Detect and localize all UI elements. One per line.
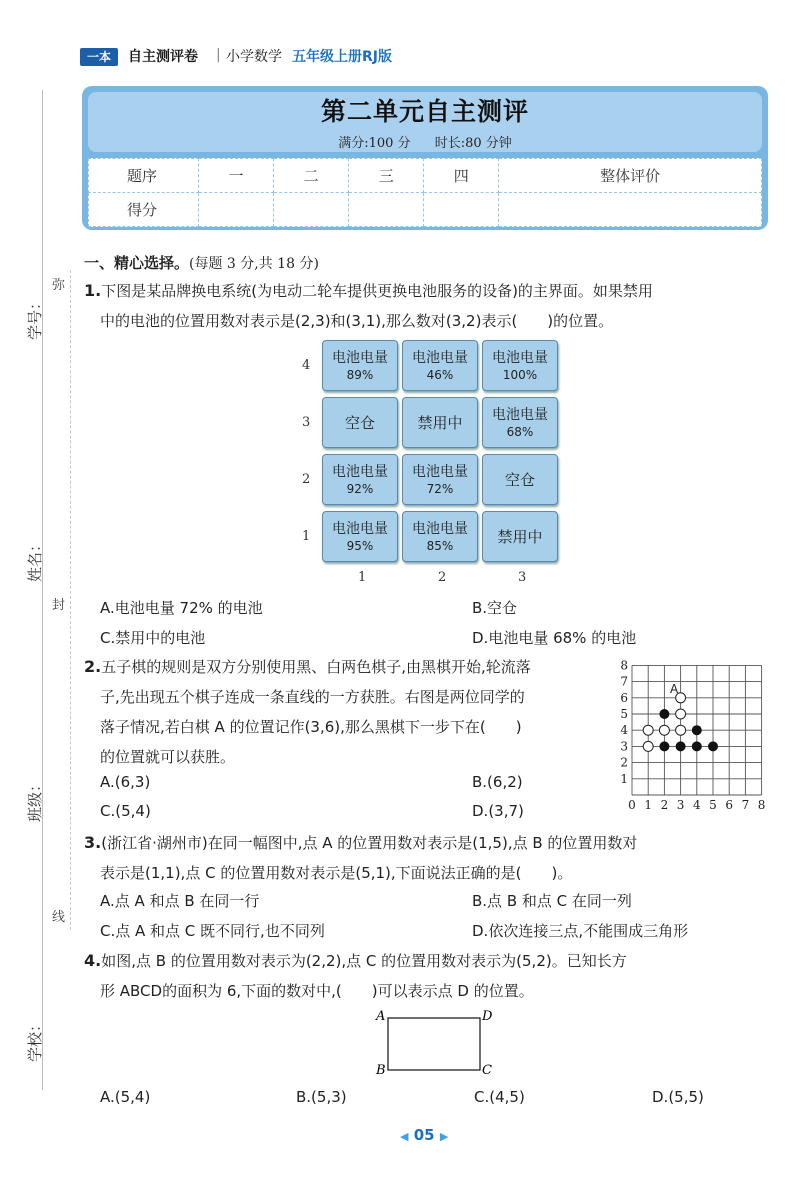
option[interactable]: C.禁用中的电池 (100, 629, 206, 647)
grid-col-label: 3 (518, 570, 527, 585)
white-stone (676, 709, 686, 719)
slot-charge: 89% (346, 367, 374, 382)
slot-status: 禁用中 (417, 414, 463, 432)
board-y-tick: 3 (620, 739, 628, 754)
score-input-cell[interactable] (424, 193, 499, 227)
score-table (88, 158, 762, 227)
full-score: 满分:100 分 (338, 136, 411, 151)
name-label: 姓名： (26, 536, 44, 582)
seal-mark-3: 线 (52, 910, 66, 925)
slot-label: 电池电量 (492, 349, 548, 366)
battery-slot (402, 340, 478, 391)
cut-line (70, 270, 71, 930)
page-number-text: 05 (413, 1126, 435, 1144)
battery-slot (322, 511, 398, 562)
question-4-line-2: 形 ABCD的面积为 6,下面的数对中,( )可以表示点 D 的位置。 (100, 982, 534, 1000)
slot-label: 电池电量 (332, 349, 388, 366)
question-3-line-1 (84, 828, 774, 858)
score-input-cell[interactable] (199, 193, 274, 227)
option[interactable]: D.电池电量 68% 的电池 (472, 629, 637, 647)
question-text: 五子棋的规则是双方分别使用黑、白两色棋子,由黑棋开始,轮流落 (101, 658, 531, 676)
page-number (400, 1126, 448, 1144)
slot-label: 电池电量 (412, 349, 468, 366)
battery-slot (402, 454, 478, 505)
question-3 (84, 828, 774, 888)
class-label: 班级： (26, 776, 44, 822)
score-header-cell: 四 (424, 159, 499, 193)
slot-label: 电池电量 (332, 520, 388, 537)
exam-meta (82, 132, 768, 151)
rectangle-abcd (388, 1018, 480, 1070)
slot-charge: 68% (506, 424, 534, 439)
score-input-cell[interactable] (349, 193, 424, 227)
slot-charge: 46% (426, 367, 454, 382)
board-y-tick: 6 (620, 690, 628, 705)
battery-slot (482, 397, 558, 448)
score-header-cell: 一 (199, 159, 274, 193)
grid-col-label: 1 (358, 570, 367, 585)
vertex-d-label: D (482, 1009, 493, 1024)
board-x-tick: 1 (644, 798, 653, 812)
score-row-label: 得分 (89, 193, 199, 227)
slot-status: 禁用中 (497, 528, 543, 546)
board-x-tick: 5 (709, 798, 717, 812)
question-4 (84, 946, 774, 1006)
grade-edition: 五年级上册RJ版 (292, 49, 392, 65)
question-number: 3. (84, 833, 102, 852)
header-separator: | (216, 47, 221, 63)
white-stone (643, 741, 653, 751)
white-stone (643, 725, 653, 735)
black-stone (692, 741, 702, 751)
battery-slot (322, 454, 398, 505)
section-heading (84, 252, 319, 273)
question-4-line-1 (84, 946, 774, 976)
option[interactable]: D.依次连接三点,不能围成三角形 (472, 922, 689, 940)
series-name: 自主测评卷 (128, 49, 198, 65)
option[interactable]: C.点 A 和点 C 既不同行,也不同列 (100, 922, 325, 940)
slot-charge: 85% (426, 538, 454, 553)
option[interactable]: B.点 B 和点 C 在同一列 (472, 892, 632, 910)
vertex-c-label: C (482, 1063, 492, 1078)
seal-mark-1: 弥 (52, 278, 66, 293)
board-y-tick: 7 (620, 674, 628, 689)
black-stone (659, 709, 669, 719)
board-y-tick: 1 (620, 771, 628, 786)
next-page-icon: ▶ (439, 1130, 449, 1143)
section-note: (每题 3 分,共 18 分) (189, 256, 319, 272)
seal-mark-2: 封 (52, 598, 66, 613)
grid-col-label: 2 (438, 570, 447, 585)
battery-slot (482, 454, 558, 505)
score-header-cell: 题序 (89, 159, 199, 193)
slot-status: 空仓 (344, 414, 375, 432)
slot-charge: 92% (346, 481, 374, 496)
black-stone (676, 741, 686, 751)
white-stone (659, 725, 669, 735)
stone-a-label: A (670, 681, 679, 696)
gomoku-board (614, 650, 776, 812)
grid-row-label: 2 (302, 472, 311, 487)
binding-line (42, 90, 43, 1090)
question-number: 4. (84, 951, 102, 970)
grid-row-label: 4 (302, 358, 311, 373)
slot-charge: 100% (502, 367, 538, 382)
prev-page-icon: ◀ (400, 1130, 409, 1143)
white-stone (676, 725, 686, 735)
option[interactable]: B.(5,3) (296, 1088, 347, 1106)
slot-label: 电池电量 (412, 463, 468, 480)
option[interactable]: C.(4,5) (474, 1088, 525, 1106)
slot-charge: 95% (346, 538, 374, 553)
option[interactable]: D.(3,7) (472, 802, 524, 820)
brand-logo: 一本 (80, 48, 118, 66)
black-stone (659, 741, 669, 751)
school-label: 学校： (26, 1016, 44, 1062)
option[interactable]: A.电池电量 72% 的电池 (100, 599, 263, 617)
question-3-line-2: 表示是(1,1),点 C 的位置用数对表示是(5,1),下面说法正确的是( )。 (100, 864, 573, 882)
black-stone (708, 741, 718, 751)
option[interactable]: D.(5,5) (652, 1088, 704, 1106)
question-2-line-4: 的位置就可以获胜。 (100, 748, 236, 766)
duration: 时长:80 分钟 (434, 136, 512, 151)
grid-row-label: 1 (302, 529, 311, 544)
battery-slot (482, 340, 558, 391)
question-1-line-2: 中的电池的位置用数对表示是(2,3)和(3,1),那么数对(3,2)表示( )的位置。 (100, 312, 614, 330)
student-id-label: 学号： (26, 294, 44, 340)
option[interactable]: A.点 A 和点 B 在同一行 (100, 892, 260, 910)
question-2-line-1 (84, 652, 624, 682)
slot-status: 空仓 (504, 471, 535, 489)
option[interactable]: B.空仓 (472, 599, 518, 617)
question-text: (浙江省·湖州市)在同一幅图中,点 A 的位置用数对表示是(1,5),点 B 的位置用数对 (101, 834, 638, 852)
board-x-tick: 2 (660, 798, 669, 812)
battery-slot (402, 397, 478, 448)
battery-slot (402, 511, 478, 562)
question-2 (84, 652, 624, 772)
score-header-cell: 二 (274, 159, 349, 193)
question-1-line-1 (84, 276, 774, 306)
board-x-tick: 4 (692, 798, 701, 812)
question-2-line-3: 落子情况,若白棋 A 的位置记作(3,6),那么黑棋下一步下在( ) (100, 718, 522, 736)
board-y-tick: 8 (620, 658, 628, 673)
question-number: 2. (84, 657, 102, 676)
question-1 (84, 276, 774, 336)
section-title: 一、精心选择。 (84, 254, 190, 272)
black-stone (692, 725, 702, 735)
battery-slot (322, 340, 398, 391)
board-y-tick: 2 (620, 755, 628, 770)
option[interactable]: A.(5,4) (100, 1088, 151, 1106)
board-x-tick: 0 (628, 798, 636, 812)
question-text: 下图是某品牌换电系统(为电动二轮车提供更换电池服务的设备)的主界面。如果禁用 (101, 282, 653, 300)
board-y-tick: 5 (620, 707, 628, 721)
option[interactable]: C.(5,4) (100, 802, 151, 820)
score-header-cell: 整体评价 (499, 159, 762, 193)
battery-slot (322, 397, 398, 448)
option[interactable]: A.(6,3) (100, 773, 151, 791)
board-x-tick: 3 (676, 798, 685, 812)
battery-slot (482, 511, 558, 562)
score-input-cell[interactable] (499, 193, 762, 227)
score-header-cell: 三 (349, 159, 424, 193)
board-y-tick: 4 (620, 723, 628, 738)
board-x-tick: 7 (741, 798, 750, 812)
question-number: 1. (84, 281, 102, 300)
question-text: 如图,点 B 的位置用数对表示为(2,2),点 C 的位置用数对表示为(5,2)。已知长方 (101, 952, 627, 970)
board-x-tick: 6 (725, 798, 734, 812)
slot-label: 电池电量 (412, 520, 468, 537)
board-x-tick: 8 (757, 798, 766, 812)
option[interactable]: B.(6,2) (472, 773, 523, 791)
slot-charge: 72% (426, 481, 454, 496)
slot-label: 电池电量 (332, 463, 388, 480)
vertex-a-label: A (376, 1009, 386, 1024)
subject-name: 小学数学 (226, 49, 282, 65)
score-input-cell[interactable] (274, 193, 349, 227)
question-2-line-2: 子,先出现五个棋子连成一条直线的一方获胜。右图是两位同学的 (100, 688, 525, 706)
page-title: 第二单元自主测评 (320, 97, 529, 126)
score-header-row (89, 159, 762, 193)
grid-row-label: 3 (302, 415, 311, 430)
rectangle-abcd-figure (370, 1004, 500, 1080)
score-row (89, 193, 762, 227)
slot-label: 电池电量 (492, 406, 548, 423)
vertex-b-label: B (376, 1063, 386, 1078)
